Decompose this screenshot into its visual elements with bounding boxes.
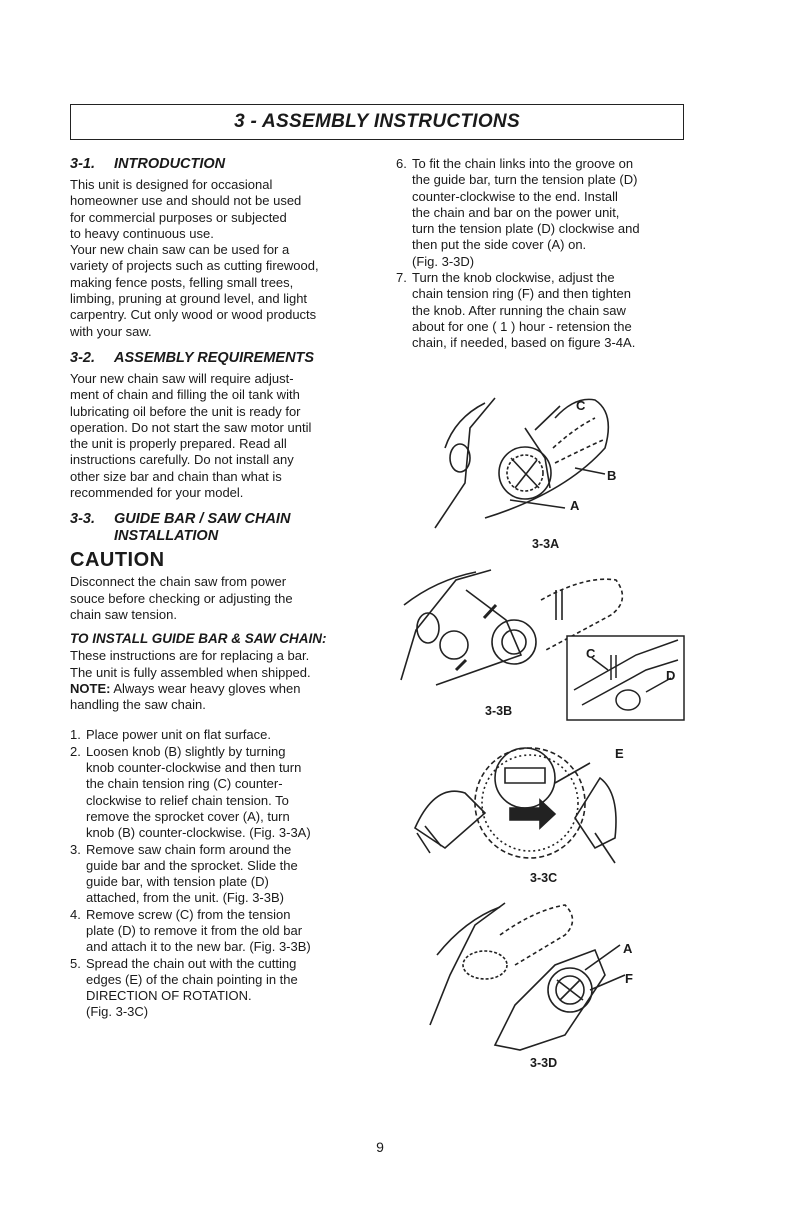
figure-3-3c: E: [405, 738, 635, 868]
figure-3-3d-label: 3-3D: [530, 1056, 558, 1070]
requirements-heading: 3-2. ASSEMBLY REQUIREMENTS: [70, 349, 315, 366]
caution-label: CAUTION: [70, 549, 165, 572]
intro-text: This unit is designed for occasional homeowner use and should not be used for commercial purposes or subjected to heavy continuous use. Your new chain saw can be used for a variety of projects such as cutting firewood, making fence posts, felling small trees, limbing, pruning at ground level, and light carpentry. Cut only wood or wood products with your saw.: [70, 177, 319, 339]
page-number: 9: [376, 1139, 384, 1155]
guide-bar-removal-illustration: [396, 560, 686, 722]
list-item: 2. Loosen knob (B) slightly by turning knob counter-clockwise and then turn the chain tension ring (C) counter- clockwise to relief chain tension. To remove the sprocket cover (A), turn knob (B) counter-clockwise. (Fig. 3-3A): [70, 743, 311, 841]
figure-3-3b-label: 3-3B: [485, 704, 513, 718]
intro-heading: 3-1. INTRODUCTION: [70, 156, 226, 172]
installation-heading: 3-3. GUIDE BAR / SAW CHAIN INSTALLATION: [70, 511, 291, 545]
list-item: 7. Turn the knob clockwise, adjust the chain tension ring (F) and then tighten the knob. After running the chain saw about for one ( 1 ) hour - retension the chain, if needed, based on figure 3-4A.: [396, 270, 636, 351]
note-line: NOTE: Always wear heavy gloves when: [70, 680, 301, 696]
list-item: 3. Remove saw chain form around the guide bar and the sprocket. Slide the guide bar, with tension plate (D) attached, from the unit. (Fig. 3-3B): [70, 841, 298, 906]
steps-list-right: [396, 156, 696, 352]
left-column: [70, 156, 382, 1021]
install-intro-text: These instructions are for replacing a bar. The unit is fully assembled when shipped. NOTE: Always wear heavy gloves when handling the saw chain.: [70, 648, 382, 713]
figure-3-3a: C B A: [425, 388, 625, 538]
list-item: 1. Place power unit on flat surface.: [70, 727, 271, 743]
requirements-text: Your new chain saw will require adjust- ment of chain and filling the oil tank with lubricating oil before the unit is ready for operation. Do not start the saw motor until the unit is properly prepared. Read all instructions carefully. Do not install any other size bar and chain than what is recommended for your model.: [70, 370, 312, 501]
caution-text: Disconnect the chain saw from power souce before checking or adjusting the chain saw tension.: [70, 574, 293, 622]
list-item: 4. Remove screw (C) from the tension plate (D) to remove it from the old bar and attach it to the new bar. (Fig. 3-3B): [70, 906, 311, 955]
list-item: 5. Spread the chain out with the cutting edges (E) of the chain pointing in the DIRECTION OF ROTATION. (Fig. 3-3C): [70, 955, 298, 1020]
figure-3-3b: C D: [396, 560, 686, 722]
section-banner: 3 - ASSEMBLY INSTRUCTIONS: [70, 104, 684, 140]
side-cover-install-illustration: [425, 895, 635, 1055]
steps-list-left: [70, 727, 382, 1020]
chain-direction-illustration: [405, 738, 635, 868]
saw-knob-illustration: [425, 388, 625, 538]
install-subheading: TO INSTALL GUIDE BAR & SAW CHAIN:: [70, 631, 327, 647]
right-column: [396, 156, 696, 352]
figure-3-3a-label: 3-3A: [532, 537, 560, 551]
figure-3-3d: A F: [425, 895, 635, 1055]
figure-3-3c-label: 3-3C: [530, 871, 558, 885]
list-item: 6. To fit the chain links into the groove on the guide bar, turn the tension plate (D) counter-clockwise to the end. Install the chain and bar on the power unit, turn the tension plate (D) clockwise and then put the side cover (A) on. (Fig. 3-3D): [396, 156, 640, 269]
